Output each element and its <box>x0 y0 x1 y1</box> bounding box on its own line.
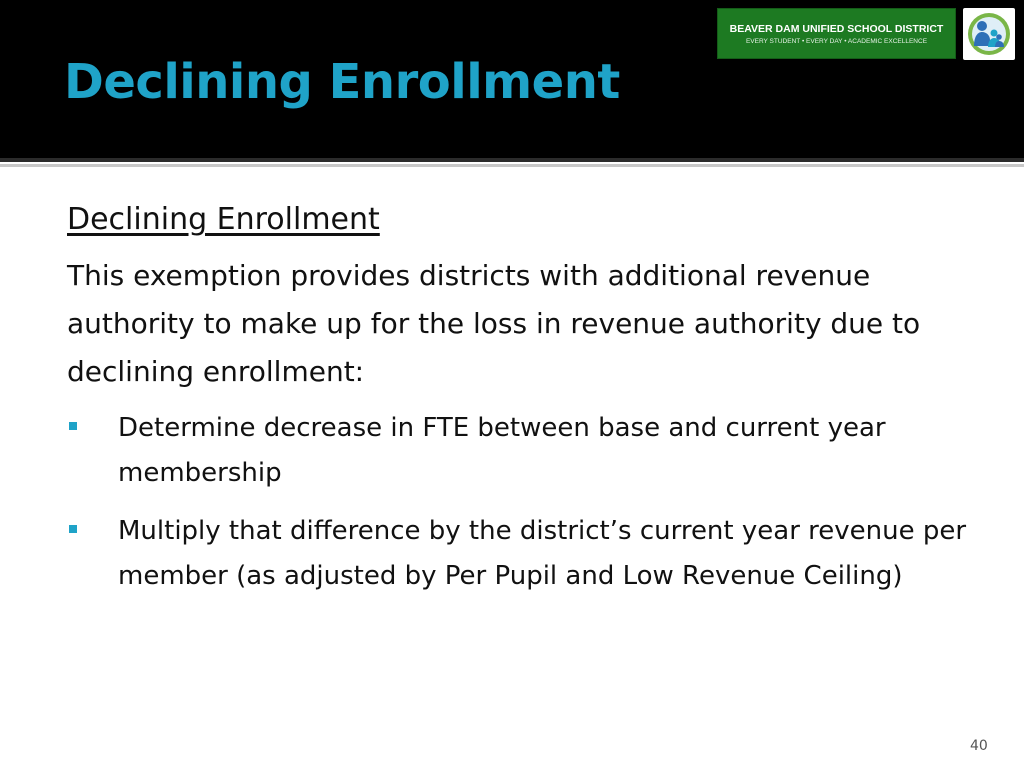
square-bullet-icon <box>69 525 77 533</box>
section-heading: Declining Enrollment <box>67 202 380 237</box>
bullet-item <box>67 406 968 496</box>
slide-header <box>0 0 1024 158</box>
slide-body <box>67 200 967 612</box>
intro-paragraph: This exemption provides districts with additional revenue authority to make up for the loss in revenue authority due to declining enrollment: <box>67 259 921 388</box>
district-tagline: EVERY STUDENT • EVERY DAY • ACADEMIC EXCELLENCE <box>745 38 928 45</box>
slide-title: Declining Enrollment <box>64 54 620 110</box>
header-divider <box>0 158 1024 162</box>
family-logo-icon <box>963 8 1015 60</box>
slide-number: 40 <box>970 738 988 754</box>
square-bullet-icon <box>69 422 77 430</box>
bullet-text: Multiply that difference by the district’s current year revenue per member (as adjusted by Per Pupil and Low Revenue Ceiling) <box>118 516 967 591</box>
bullet-text: Determine decrease in FTE between base and current year membership <box>118 413 886 488</box>
bullet-item <box>67 509 968 599</box>
header-divider-accent <box>0 164 1024 167</box>
district-banner <box>717 8 956 59</box>
district-name: BEAVER DAM UNIFIED SCHOOL DISTRICT <box>729 23 944 35</box>
